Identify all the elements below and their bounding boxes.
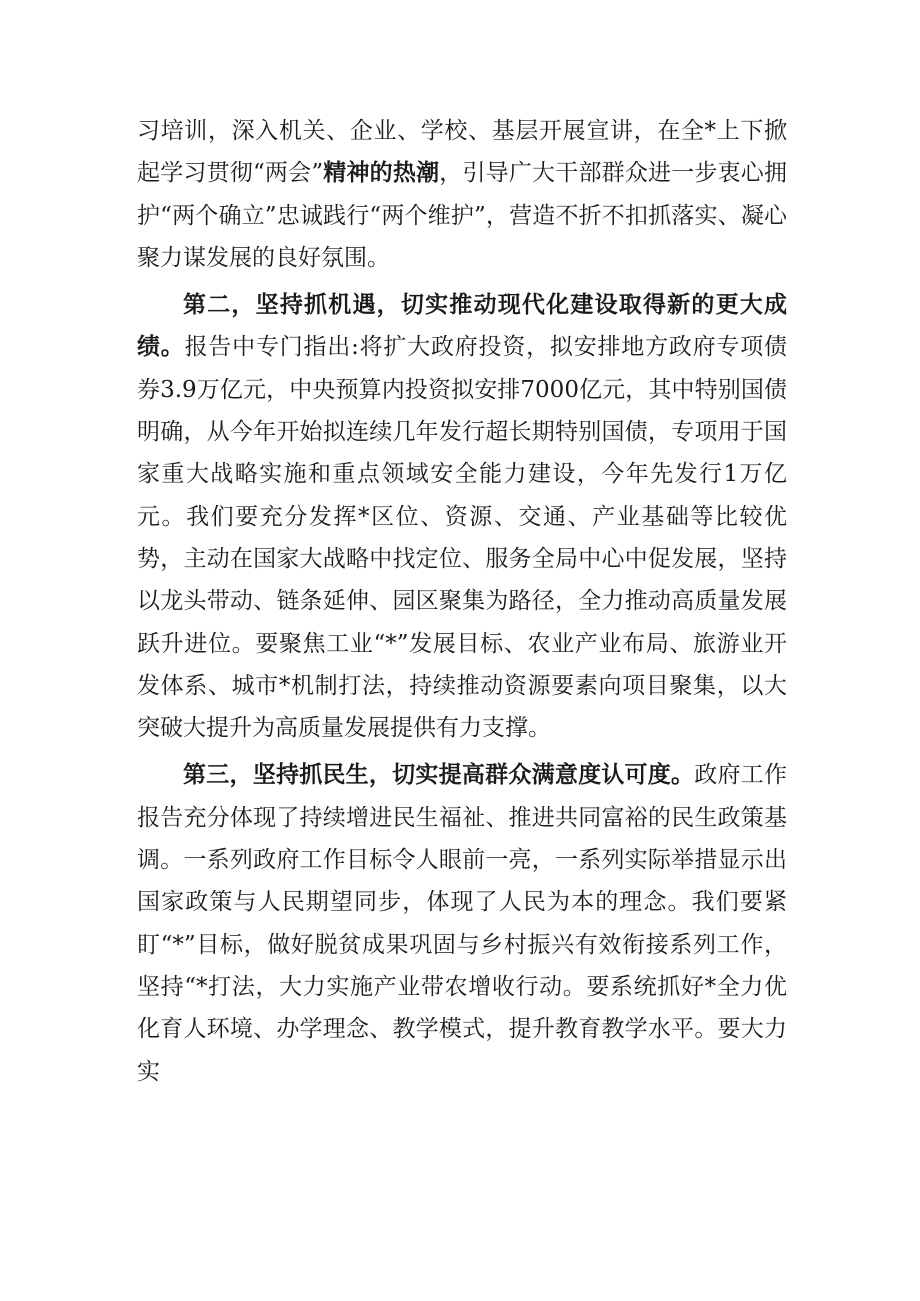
paragraph-third-point: [137, 754, 787, 1092]
paragraph-text: ，引导广大干部群众进一步衷心拥护“两个确立”忠诚践行“两个维护”，营造不折不扣抓落实、凝心聚力谋发展的良好氛围。: [137, 160, 787, 271]
paragraph-text: 政府工作报告充分体现了持续增进民生福祉、推进共同富裕的民生政策基调。一系列政府工作目标令人眼前一亮，一系列实际举措显示出国家政策与人民期望同步，体现了人民为本的理念。我们要紧盯“*”目标，做好脱贫成果巩固与乡村振兴有效衔接系列工作，坚持“*打法，大力实施产业带农增收行动。要系统抓好*全力优化育人环境、办学理念、教学模式，提升教育教学水平。要大力实: [137, 762, 788, 1085]
paragraph-bold-phrase: 精神的热潮: [323, 159, 440, 187]
document-body: [137, 110, 787, 1098]
paragraph-continuation: [137, 110, 787, 279]
paragraph-text: 习培训，深入机关、企业、学校、基层开展宣讲，在全*上下掀起学习贯彻“两会”: [137, 118, 787, 187]
paragraph-heading: 第三，坚持抓民生，切实提高群众满意度认可度。: [183, 761, 695, 789]
paragraph-heading: 第二，坚持抓机遇，切实推动现代化建设取得新的更大成绩。: [137, 291, 787, 361]
paragraph-second-point: [137, 284, 787, 749]
paragraph-text: 报告中专门指出:将扩大政府投资，拟安排地方政府专项债券3.9万亿元，中央预算内投资拟安排7000亿元，其中特别国债明确，从今年开始拟连续几年发行超长期特别国债，专项用于国家重大战略实施和重点领域安全能力建设，今年先发行1万亿元。我们要充分发挥*区位、资源、交通、产业基础等比较优势，主动在国家大战略中找定位、服务全局中心中促发展，坚持以龙头带动、链条延伸、园区聚集为路径，全力推动高质量发展跃升进位。要聚焦工业“*”发展目标、农业产业布局、旅游业开发体系、城市*机制打法，持续推动资源要素向项目聚集，以大突破大提升为高质量发展提供有力支撑。: [137, 334, 788, 742]
